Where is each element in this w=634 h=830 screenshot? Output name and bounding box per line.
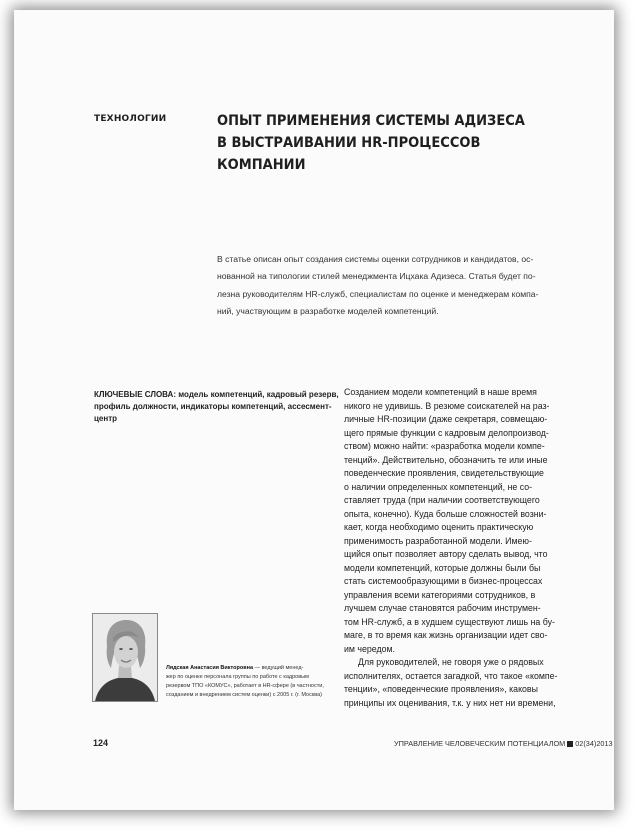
body-line: щего прямые функции с кадровым делопроизвод- <box>344 427 549 438</box>
author-bio-line: жер по оценке персонала группы по работе с кадровым <box>166 674 309 680</box>
body-line: о наличии определенных компетенций, не со- <box>344 481 533 492</box>
author-photo <box>92 613 158 702</box>
body-line: маге, в то время как жизнь организации идет сво- <box>344 630 548 640</box>
keywords-line: КЛЮЧЕВЫЕ СЛОВА: модель компетенций, кадровый резерв, <box>94 390 339 399</box>
body-line: никого не удивишь. В резюме соискателей на раз- <box>344 400 550 411</box>
journal-issue: 02(34)2013 <box>575 739 613 748</box>
page-number: 124 <box>93 738 109 748</box>
body-line: опыта, конечно). Куда больше сложностей возни- <box>344 508 547 519</box>
author-position: — ведущий менед- <box>253 665 304 671</box>
body-line: поведенческие проявления, свидетельствующие <box>344 468 544 478</box>
magazine-page <box>14 10 614 810</box>
keywords-line: профиль должности, индикаторы компетенций, ассесмент- <box>94 402 332 411</box>
title-line: КОМПАНИИ <box>217 157 306 173</box>
body-line: ставляет труда (при наличии соответствующего <box>344 495 540 505</box>
body-line: кает, когда необходимо оценить практическую <box>344 522 534 532</box>
lead-line: ний, участвующим в разработке моделей компетенций. <box>217 305 439 316</box>
body-line: тенций». Действительно, обозначить те или иные <box>344 454 548 465</box>
title-line: ОПЫТ ПРИМЕНЕНИЯ СИСТЕМЫ АДИЗЕСА <box>217 113 525 129</box>
author-name: Лядская Анастасия Викторовна <box>166 665 254 671</box>
article-lead <box>217 251 605 320</box>
section-rubric: ТЕХНОЛОГИИ <box>94 114 167 124</box>
title-line: В ВЫСТРАИВАНИИ HR-ПРОЦЕССОВ <box>217 135 481 151</box>
journal-name: УПРАВЛЕНИЕ ЧЕЛОВЕЧЕСКИМ ПОТЕНЦИАЛОМ <box>394 739 566 748</box>
body-line: том HR-служб, а в худшем существуют лишь на бу- <box>344 616 555 627</box>
body-line: управления всеми категориями сотрудников, в <box>344 589 536 600</box>
body-line: личные HR-позиции (даже секретаря, совмещаю- <box>344 414 548 424</box>
lead-line: лезна руководителям HR-служб, специалистам по оценке и менеджерам компа- <box>217 288 539 299</box>
body-line: стать системообразующими в бизнес-процессах <box>344 576 543 586</box>
lead-line: В статье описан опыт создания системы оценки сотрудников и кандидатов, ос- <box>217 254 534 264</box>
body-line: принципы их оценивания, т.к. у них нет ни времени, <box>344 697 556 708</box>
article-body <box>344 386 594 710</box>
body-line: Для руководителей, не говоря уже о рядовых <box>358 657 544 667</box>
body-line: лучшем случае становятся рабочим инструмен- <box>344 603 541 613</box>
lead-line: нованной на типологии стилей менеджмента Ицхака Адизеса. Статья будет по- <box>217 271 536 282</box>
author-bio-line: резервом ТПО «КОМУС», работает в HR-сфере (в частности, <box>166 683 324 689</box>
keywords-block <box>94 389 344 425</box>
body-line: им чередом. <box>344 643 395 654</box>
body-line: щийся опыт позволяет автору сделать вывод, что <box>344 549 548 559</box>
body-line: модели компетенций, которые должны были бы <box>344 562 541 573</box>
author-bio <box>166 664 346 700</box>
author-portrait-image <box>93 614 157 701</box>
body-line: исполнителях, остается загадкой, что такое «компе- <box>344 670 558 681</box>
body-line: тенции», «поведенческие проявления», каковы <box>344 684 538 694</box>
keywords-line: центр <box>94 414 118 423</box>
journal-footer <box>394 739 613 748</box>
square-bullet-icon <box>567 741 573 747</box>
author-bio-line: созданием и внедрением систем оценки) с 2005 г. (г. Москва) <box>166 692 323 698</box>
article-title <box>217 110 597 176</box>
body-line: ством) можно найти: «разработка модели компе- <box>344 441 545 451</box>
author-bio-line <box>166 664 346 673</box>
body-line: Созданием модели компетенций в наше время <box>344 387 537 397</box>
body-line: применимость разработанной модели. Имею- <box>344 535 532 546</box>
